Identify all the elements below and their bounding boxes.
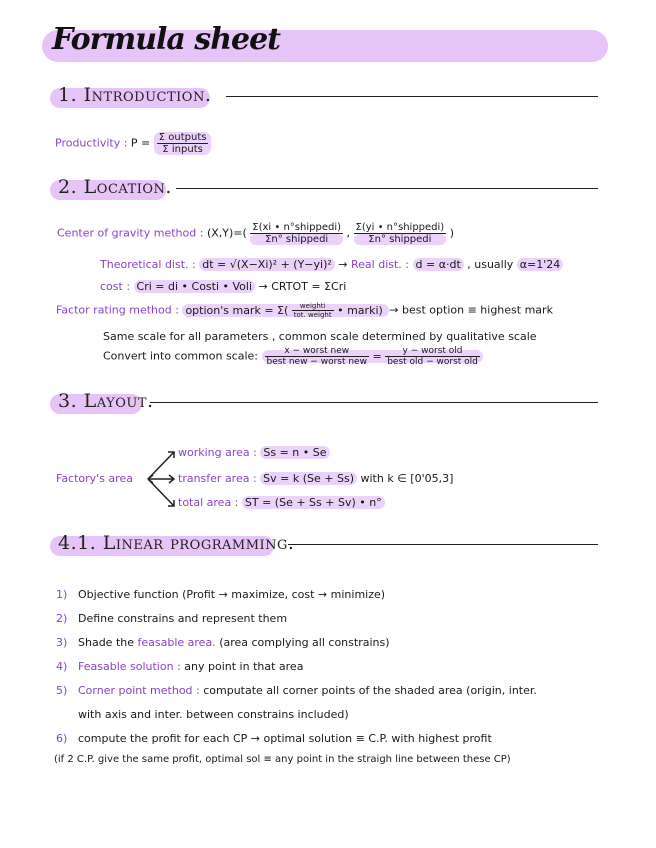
cog-separator: ,	[346, 226, 350, 240]
section-3-rule	[150, 402, 598, 403]
page-title: Formula sheet	[52, 22, 281, 57]
cog-y-denominator: Σn° shippedi	[354, 234, 447, 245]
section-3-heading: 3. Layout.	[58, 390, 154, 412]
convert-new-numerator: x − worst new	[265, 346, 369, 357]
transfer-area-line	[178, 472, 453, 485]
factory-area-label: Factory's area	[56, 472, 133, 485]
lp-step-item	[56, 636, 390, 649]
usually-text: , usually	[467, 258, 514, 271]
factor-rating-mark	[182, 304, 389, 317]
lp-step-number: 1)	[56, 588, 68, 601]
cog-line	[57, 222, 454, 245]
section-1-heading: 1. Introduction.	[58, 84, 212, 106]
theoretical-arrow: →	[338, 258, 348, 271]
lp-step-text: compute the profit for each CP → optimal solution ≡ C.P. with highest profit	[78, 732, 492, 745]
weight-denominator: tot. weight	[293, 311, 332, 319]
lp-step-number: 5)	[56, 684, 68, 697]
productivity-denominator: Σ inputs	[162, 144, 203, 155]
lp-step-text: Define constrains and represent them	[78, 612, 288, 625]
transfer-area-label: transfer area :	[178, 472, 257, 485]
lp-step-number: 2)	[56, 612, 68, 625]
lp-step-text: Objective function (Profit → maximize, cost → minimize)	[78, 588, 386, 601]
convert-formula	[262, 346, 483, 367]
cog-x-denominator: Σn° shippedi	[250, 234, 343, 245]
lp-step-term: feasable area.	[137, 636, 216, 649]
transfer-area-range: with k ∈ [0'05,3]	[360, 472, 454, 485]
lp-step-item	[56, 660, 303, 673]
lp-footnote: (if 2 C.P. give the same profit, optimal sol ≡ any point in the straigh line between these CP)	[54, 754, 511, 765]
productivity-numerator: Σ outputs	[158, 132, 207, 143]
alpha-value: α=1'24	[517, 258, 564, 271]
lp-step-term: Feasable solution :	[78, 660, 181, 673]
factor-rating-mark-start: option's mark = Σ(	[185, 303, 289, 317]
lp-step-item	[56, 732, 492, 745]
convert-label: Convert into common scale:	[103, 349, 259, 363]
convert-fraction-new	[265, 346, 369, 367]
convert-new-denominator: best new − worst new	[266, 357, 367, 367]
lp-step-item	[56, 588, 385, 601]
real-distance-formula: d = α·dt	[413, 258, 464, 271]
section-1-rule	[226, 96, 598, 97]
cog-y-numerator: Σ(yi • n°shippedi)	[355, 222, 445, 233]
total-area-label: total area :	[178, 496, 239, 509]
lp-step-number: 3)	[56, 636, 68, 649]
working-area-formula: Ss = n • Se	[260, 446, 329, 459]
productivity-line	[55, 132, 211, 155]
section-2-rule	[176, 188, 598, 189]
weight-fraction	[292, 302, 334, 319]
total-area-line	[178, 496, 385, 509]
same-scale-text: Same scale for all parameters , common scale determined by qualitative scale	[103, 330, 537, 343]
lp-step-item	[56, 612, 287, 625]
working-area-line	[178, 446, 330, 459]
lp-step-detail: any point in that area	[184, 660, 304, 673]
branch-arrows-icon	[144, 444, 180, 514]
convert-equals: =	[372, 349, 382, 363]
cost-label: cost :	[100, 280, 131, 293]
weight-numerator: weighti	[292, 302, 334, 311]
factor-rating-line	[56, 302, 553, 319]
lp-step-item	[78, 708, 349, 721]
productivity-fraction	[154, 132, 212, 155]
cog-fraction-x	[250, 222, 343, 245]
factor-rating-mark-end: • marki)	[337, 303, 383, 317]
cost-arrow: →	[258, 280, 268, 293]
convert-line	[103, 346, 483, 367]
lp-step-number: 4)	[56, 660, 68, 673]
working-area-label: working area :	[178, 446, 257, 459]
theoretical-label: Theoretical dist. :	[100, 258, 196, 271]
cog-x-numerator: Σ(xi • n°shippedi)	[252, 222, 341, 233]
section-4-rule	[288, 544, 598, 545]
factor-rating-label: Factor rating method :	[56, 303, 179, 317]
productivity-lhs: P =	[130, 136, 151, 150]
lp-step-detail: (area complying all constrains)	[219, 636, 390, 649]
theoretical-distance-line	[100, 258, 563, 271]
theoretical-formula: dt = √(X−Xi)² + (Y−yi)²	[199, 258, 335, 271]
cost-line	[100, 280, 346, 293]
section-4-heading: 4.1. Linear programming.	[58, 532, 295, 554]
convert-old-denominator: best old − worst old	[387, 357, 478, 367]
cost-formula: Cri = di • Costi • Voli	[134, 280, 256, 293]
lp-step-text: Shade the	[78, 636, 134, 649]
productivity-label: Productivity :	[55, 136, 128, 150]
real-distance-label: Real dist. :	[351, 258, 410, 271]
lp-step-item	[56, 684, 537, 697]
lp-step-text: with axis and inter. between constrains included)	[78, 708, 349, 721]
lp-step-detail: computate all corner points of the shaded area (origin, inter.	[203, 684, 537, 697]
cog-fraction-y	[354, 222, 447, 245]
convert-fraction-old	[385, 346, 480, 367]
lp-step-number: 6)	[56, 732, 68, 745]
factor-rating-best: → best option ≡ highest mark	[389, 303, 553, 317]
cost-total: CRTOT = ΣCri	[271, 280, 347, 293]
section-2-heading: 2. Location.	[58, 176, 172, 198]
cog-close: )	[449, 226, 455, 240]
convert-old-numerator: y − worst old	[385, 346, 480, 357]
cog-label: Center of gravity method :	[57, 226, 204, 240]
cog-lhs: (X,Y)=(	[206, 226, 247, 240]
lp-step-term: Corner point method :	[78, 684, 200, 697]
transfer-area-formula: Sv = k (Se + Ss)	[260, 472, 357, 485]
total-area-formula: ST = (Se + Ss + Sv) • n°	[242, 496, 385, 509]
